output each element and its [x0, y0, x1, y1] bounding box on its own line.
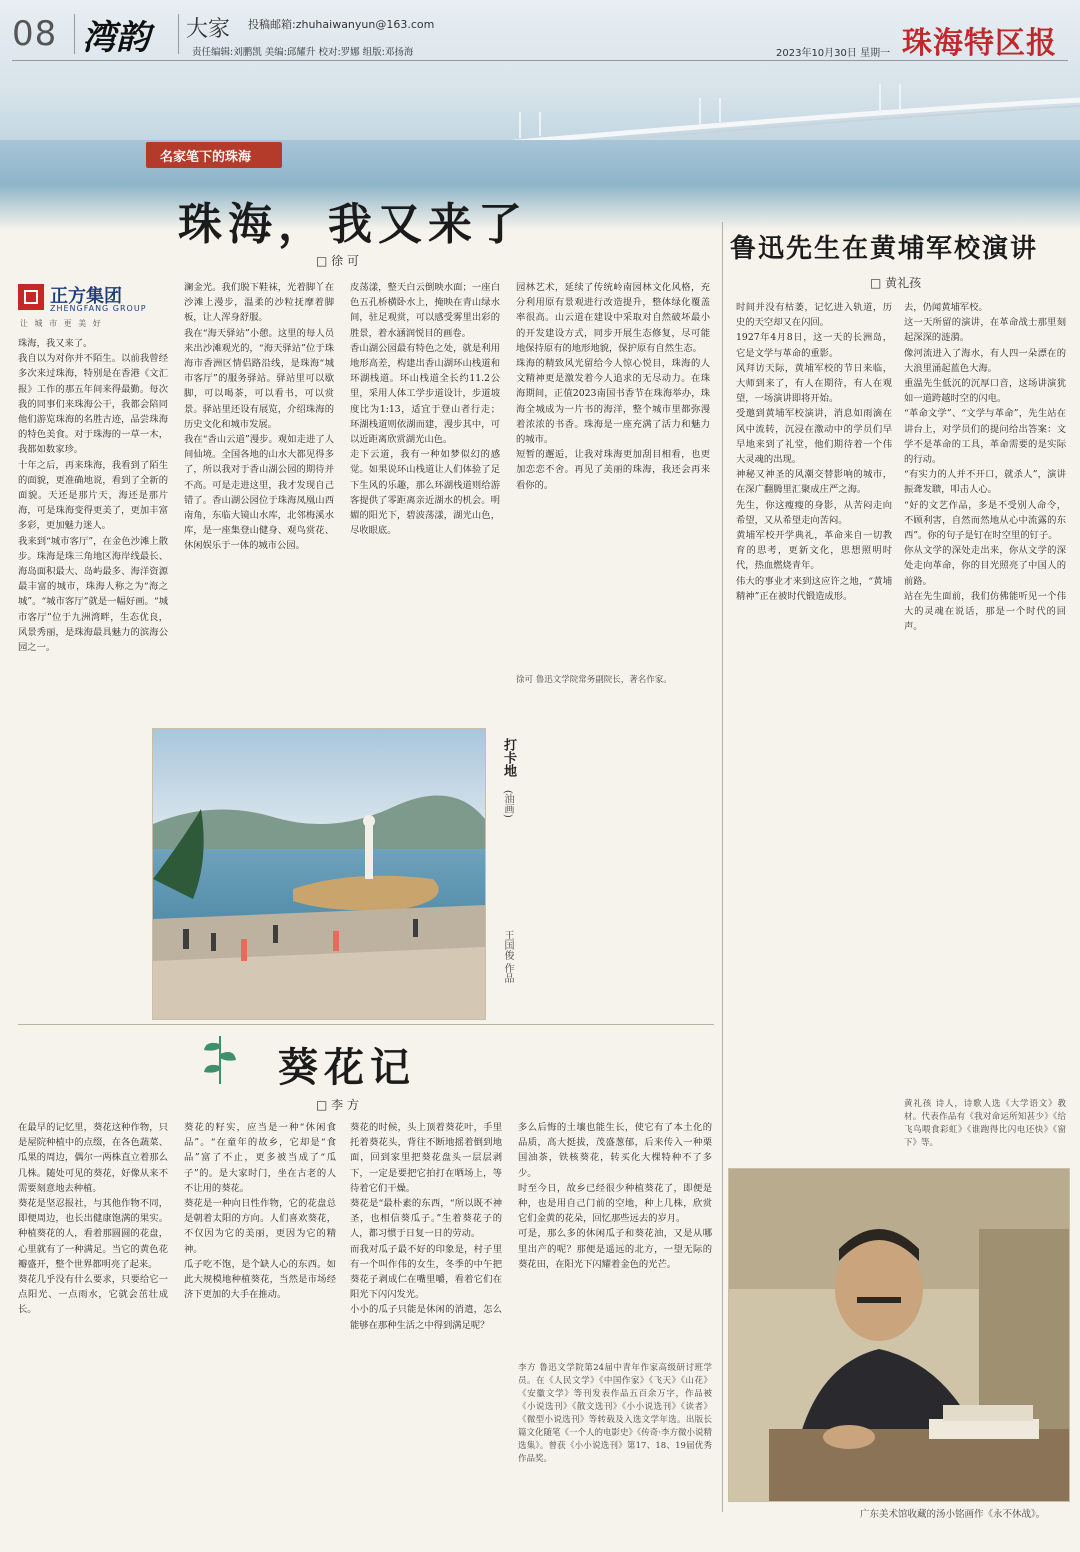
- section-name: 大家: [186, 17, 231, 42]
- oil-painting-checkin: [152, 728, 486, 1020]
- luxun-painting-caption: 广东美术馆收藏的汤小铭画作《永不休战》。: [860, 1509, 1046, 1520]
- article1-col3: 皮荡漾，整天白云倒映水面；一座白色五孔桥横卧水上，掩映在青山绿水间，驻足观赏，可以感受雾里出彩的胜景，着水涵润悦目的画卷。 香山湖公园最有特色之处，就是利用地形高差，构建出香山湖环山栈道和环湖栈道。环山栈道全长约11.2公里，采用人体工学步道设计，步道坡度比为1:13，适宜于登山者行走；环湖栈道则依湖而建，漫步其中，可以近距离欣赏湖光山色。 走下云道，我有一种如梦似幻的感觉。如果说环山栈道让人们体验了足下生风的乐趣，那么环湖栈道则给游客提供了零距离亲近湖水的机会。明媚的阳光下，碧波荡漾，湖光山色，尽收眼底。: [350, 282, 500, 537]
- sponsor-name: 正方集团: [50, 286, 122, 307]
- column-badge: [146, 142, 282, 168]
- painting1-caption-artist: 王国俊 作品: [502, 930, 513, 984]
- article3-author: □ 李 方: [316, 1098, 359, 1112]
- article2-col1: 时间并没有枯萎，记忆进入轨道，历史的天空却又在闪回。 1927年4月8日，这一天的长洲岛，它是文学与革命的重影。 风拜访天际，黄埔军校的节日来临，大师到来了，有人在期待，有人在观望，一场演讲即将开始。 受邀到黄埔军校演讲，消息如雨滴在风中流转，沉浸在激动中的学员们早早地来到了礼堂，他们期待着一个伟大灵魂的出现。 神秘又神圣的风潮交替影响的城市，在深广翻腾里汇聚成庄严之海。 先生，你这瘦瘦的身影，从苦闷走向希望，又从希望走向苦闷。 黄埔军校开学典礼，革命来自一切教育的思考，更新文化，思想照明时代，热血燃烧青年。 伟大的事业才来到这应许之地，“黄埔精神”正在被时代锻造成形。: [736, 302, 892, 602]
- article1-col2: 澜金光。我们脱下鞋袜，光着脚丫在沙滩上漫步，温柔的沙粒抚摩着脚板，让人浑身舒服。 我在“海天驿站”小憩。这里的每人员来出沙滩观光的，“海天驿站”位于珠海市香洲区情侣路沿线，是珠海“城市客厅”的服务驿站。驿站里可以歇脚，可以喝茶，可以看书，可以赏景。驿站里还设有展览，介绍珠海的历史文化和城市发展。 我在“香山云道”漫步。观如走进了人间仙境。全国各地的山水大都见得多了，所以我对于香山湖公园的期待并不高。可是走进这里，我才发现自己错了。香山湖公园位于珠海凤凰山西南角，东临大镜山水库，北邻梅溪水库，是一座集登山健身、观鸟赏花、休闲娱乐于一体的城市公园。: [184, 282, 334, 552]
- article3-col1: 在最早的记忆里，葵花这种作物，只是屋院种植中的点缀，在各色蔬菜、瓜果的周边，偶尔一两株直立着那么几株。随处可见的葵花，好像从来不需要刻意地去种植。 葵花是坚忍报社，与其他作物不同，即便周边，也长出健康饱满的果实。种植葵花的人，看着那圆圆的花盘，心里就有了一种满足。当它的黄色花瓣盛开，整个世界都明亮了起来。 葵花几乎没有什么要求，只要给它一点阳光、一点雨水，它就会茁壮成长。: [18, 1122, 168, 1316]
- article2-title: 鲁迅先生在黄埔军校演讲: [730, 234, 1039, 264]
- header-divider-2: [178, 14, 179, 54]
- painting1-caption-title: 打卡地: [501, 738, 516, 777]
- header-rule: [12, 60, 1068, 61]
- column-brand-logo: 湾韵: [82, 18, 150, 58]
- issue-date: 2023年10月30日 星期一: [776, 48, 891, 59]
- article1-col4: 园林艺术，延续了传统岭南园林文化风格，充分利用原有景观进行改造提升，整体绿化覆盖率很高。山云道在建设中采取对自然破坏最小的开发建设方式，同步开展生态修复，尽可能地保持原有的地形地貌，保护原有自然生态。 珠海的精致风光留给今人惊心悦目，珠海的人文精神更是激发着今人追求的无尽动力。在珠海期间，正值2023南国书香节在珠海举办，珠海全城成为一片书的海洋，整个城市里都弥漫着浓浓的书香。珠海是一座充满了活力和魅力的城市。 短暂的邂逅，让我对珠海更加刮目相看，也更加恋恋不舍。再见了美丽的珠海，我还会再来看你的。: [516, 282, 710, 491]
- column-badge-label: 名家笔下的珠海: [160, 150, 252, 165]
- portrait-scene: [729, 1169, 1069, 1501]
- article2-author: □ 黄礼孩: [870, 276, 922, 290]
- article1-author: □ 徐 可: [316, 254, 359, 268]
- newspaper-logo: 珠海特区报: [902, 26, 1057, 61]
- article3-col4: 多么后悔的土壤也能生长，使它有了本土化的品质，高大挺拔，茂盛葱郁，后来传入一种栗国油茶，铁核葵花，转买化大棵特种不了多少。 时至今日，故乡已经很少种植葵花了，即便是种，也是用自己门前的空地，种上几株，欣赏它们金黄的花朵，回忆那些远去的岁月。 可是，那么多的休闲瓜子和葵花油，又是从哪里出产的呢？那便是遥远的北方，一望无际的葵花田，在阳光下闪耀着金色的光芒。: [518, 1122, 712, 1270]
- article1-title: 珠海，我又来了: [178, 199, 528, 250]
- article1-col1: 珠海，我又来了。 我自以为对你并不陌生。以前我曾经多次来过珠海，特别是在香港《文汇报》工作的那五年间来得最勤。每次我的同事们来珠海公干，我都会陪同他们游览珠海的名胜古迹，品尝珠海的特色美食。对于珠海的一草一木，我都如数家珍。 十年之后，再来珠海，我看到了陌生的面貌，更准确地说，看到了全新的面貌。天还是那片天，海还是那片海，可是珠海变得更美了，更加丰富多彩，更加魅力迷人。 我来到“城市客厅”，在金色沙滩上散步。珠海是珠三角地区海岸线最长、海岛面积最大、岛屿最多、海洋资源最丰富的城市，珠海人称之为“海之城”。“城市客厅”就是一幅好画。“城市客厅”位于九洲湾畔，生态优良，风景秀丽，是珠海最具魅力的滨海公园之一。: [18, 338, 168, 654]
- editor-credits: 责任编辑:刘鹏凯 美编:邱耀升 校对:罗娜 组版:邓扬海: [192, 47, 414, 58]
- article3-col2: 葵花的籽实，应当是一种“休闲食品”。“在童年的故乡，它却是“食品”富了不止，更多被当成了“瓜子”的。是大家时门，坐在古老的人不让用的葵花。 葵花是一种向日性作物，它的花盘总是朝着太阳的方向。人们喜欢葵花，不仅因为它的美丽，更因为它的精神。 瓜子吃不饱，是个缺人心的东西。如此大规模地种植葵花，当然是市场经济下更加的大手在推动。: [184, 1122, 336, 1301]
- article2-author-note: 黄礼孩 诗人，诗歌人选《大学语文》教材。代表作品有《我对命运所知甚少》《给飞鸟喂食彩虹》《谁跑得比闪电还快》《窗下》等。: [904, 1099, 1066, 1148]
- sponsor-en: ZHENGFANG GROUP: [50, 304, 147, 313]
- sponsor-logo: [18, 282, 168, 330]
- article3-col3: 葵花的时候，头上顶着葵花叶，手里托着葵花头，背往不断地摇着倒到地面，回到家里把葵花盘头一层层剥下，一定是要把它拍打在晒场上，等待着它们干燥。 葵花是“最朴素的东西，“所以既不神圣，也相信葵瓜子。”生着葵花子的人，都习惯于日复一日的劳动。 而我对瓜子最不好的印象是，村子里有一个叫作伟的女生，冬季的中午把葵花子剥成仁在嘴里嚼，看着它们在阳光下闪闪发光。 小小的瓜子只能是休闲的消遣，怎么能够在那种生活之中得到满足呢？: [350, 1122, 502, 1331]
- header-divider: [74, 14, 75, 54]
- article3-author-note: 李方 鲁迅文学院第24届中青年作家高级研讨班学员。在《人民文学》《中国作家》《飞天》《山花》《安徽文学》等刊发表作品五百余万字，作品被《小说选刊》《散文选刊》《小小说选刊》《读者》《微型小说选刊》等转载及入选文学年选。出版长篇文化随笔《一个人的电影史》《传奇·李方微小说精选集》。曾获《小小说选刊》第17、18、19届优秀作品奖。: [518, 1363, 712, 1464]
- painting1-caption-medium: (油画): [502, 790, 513, 818]
- article3-top-rule: [18, 1024, 714, 1025]
- article1-author-note: 徐可 鲁迅文学院常务副院长，著名作家。: [516, 675, 672, 685]
- painting-seaside-scene: [153, 729, 485, 1019]
- submit-email: 投稿邮箱:zhuhaiwanyun@163.com: [248, 18, 435, 31]
- sponsor-slogan: 让 城 市 更 美 好: [20, 319, 103, 328]
- luxun-portrait-painting: [728, 1168, 1070, 1502]
- article2-col2: 去，仍闻黄埔军校。 这一天所留的演讲，在革命战士那里刻起深深的涟漪。 像河流进入了海水，有人四一朵漂在的大浪里涌起蓝色大海。 重温先生低沉的沉厚口音，这场讲演犹如一道跨越时空的闪电。 “革命文学”、“文学与革命”，先生站在讲台上，对学员们的提问给出答案：文学不是革命的工具，革命需要的是实际的行动。 “有实力的人并不开口，就杀人”，演讲振聋发聩，叩击人心。 “好的文艺作品，多是不受别人命令，不顾利害，自然而然地从心中流露的东西”。你的句子是钉在时空里的钉子。 你从文学的深处走出来，你从文学的深处走向革命，你的目光照亮了中国人的前路。 站在先生面前，我们仿佛能听见一个伟大的灵魂在说话，那是一个时代的回声。: [904, 302, 1066, 633]
- leaf-ornament-icon: [200, 1030, 240, 1086]
- article3-title: 葵花记: [278, 1044, 416, 1091]
- page-number: 08: [12, 14, 58, 54]
- article2-left-rule: [722, 222, 723, 1512]
- sponsor-logo-mark: [18, 284, 44, 310]
